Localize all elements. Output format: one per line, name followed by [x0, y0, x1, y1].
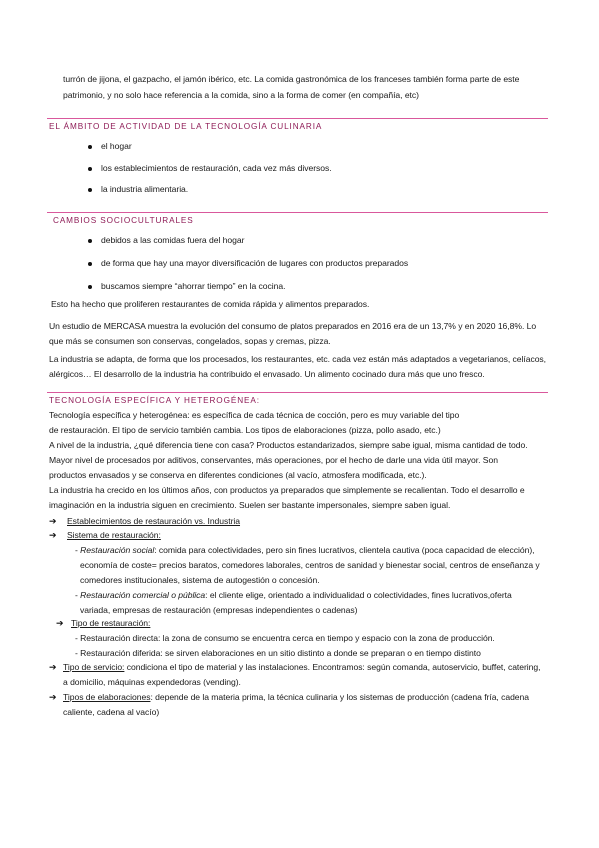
paragraph: Esto ha hecho que proliferen restaurantes de comida rápida y alimentos preparados. [51, 299, 370, 309]
list-item: los establecimientos de restauración, cada vez más diversos. [101, 163, 332, 173]
paragraph-line: La industria se adapta, de forma que los procesados, los restaurantes, etc. cada vez están más adaptados a vegetarianos, celíacos, [49, 354, 547, 364]
outline-item [63, 660, 540, 675]
dash: - [75, 545, 81, 555]
list-item: la industria alimentaria. [101, 184, 189, 194]
bullet-icon [88, 239, 92, 243]
paragraph-line: imaginación en la industria siguen en crecimiento. Suelen ser bastante impersonales, siempre saben igual. [49, 500, 451, 510]
paragraph-line: de restauración. El tipo de servicio también cambia. Los tipos de elaboraciones (pizza, pollo asado, etc.) [49, 425, 441, 435]
section-rule [47, 212, 548, 213]
list-item: buscamos siempre “ahorrar tiempo” en la cocina. [101, 281, 286, 291]
definition: condiciona el tipo de material y las instalaciones. Encontramos: según comanda, autoservicio, buffet, catering, [124, 662, 541, 672]
section-rule [47, 392, 548, 393]
definition: : comida para colectividades, pero sin fines lucrativos, clientela cautiva (poca capacidad de elección), [154, 545, 535, 555]
term: Restauración social [80, 545, 155, 555]
bullet-icon [88, 167, 92, 171]
bullet-icon [88, 262, 92, 266]
sub-item-line: variada, empresas de restauración (empresas independientes o cadenas) [80, 605, 358, 615]
outline-item: Tipo de restauración: [71, 618, 151, 628]
outline-item [63, 690, 529, 705]
paragraph-line: Tecnología específica y heterogénea: es específica de cada técnica de cocción, pero es muy variable del tipo [49, 410, 460, 420]
section-heading-ambito: EL ÁMBITO DE ACTIVIDAD DE LA TECNOLOGÍA CULINARIA [49, 122, 323, 131]
intro-line-2: patrimonio, y no solo hace referencia a la comida, sino a la forma de comer (en compañía, etc) [63, 90, 419, 100]
sub-item: - Restauración diferida: se sirven elaboraciones en un sitio distinto a donde se preparan o en tiempo distinto [75, 648, 481, 658]
term: Tipo de servicio: [63, 662, 125, 672]
paragraph-line: que más se consumen son conservas, congelados, sopas y cremas, pizza. [49, 336, 331, 346]
arrow-right-icon: ➔ [49, 530, 57, 540]
arrow-right-icon: ➔ [49, 692, 57, 702]
paragraph-line: A nivel de la industria, ¿qué diferencia tiene con casa? Productos estandarizados, siempre sabe igual, misma cantidad de todo. [49, 440, 528, 450]
paragraph-line: Un estudio de MERCASA muestra la evolución del consumo de platos preparados en 2016 era de un 13,7% y en 2020 16,8%. Lo [49, 321, 537, 331]
bullet-icon [88, 145, 92, 149]
sub-item-social [75, 543, 535, 558]
section-rule [47, 118, 548, 119]
term: Restauración comercial o pública [80, 590, 206, 600]
outline-item: Sistema de restauración: [67, 530, 161, 540]
definition: : depende de la materia prima, la técnica culinaria y los sistemas de producción (cadena fría, cadena [150, 692, 529, 702]
outline-item: Establecimientos de restauración vs. Industria [67, 516, 241, 526]
bullet-icon [88, 188, 92, 192]
section-heading-cambios: CAMBIOS SOCIOCULTURALES [53, 216, 194, 225]
paragraph-line: Mayor nivel de procesados por aditivos, conservantes, más operaciones, por el hecho de darle una vida útil mayor. Son [49, 455, 498, 465]
intro-line-1: turrón de jijona, el gazpacho, el jamón ibérico, etc. La comida gastronómica de los franceses también forma parte de este [63, 74, 520, 84]
outline-item-line: caliente, cadena al vacío) [63, 707, 160, 717]
paragraph-line: productos envasados y se conserva en diferentes condiciones (al vacío, atmosfera modificada, etc.). [49, 470, 427, 480]
paragraph-line: La industria ha crecido en los últimos años, con productos ya preparados que simplemente se recalientan. Todo el desarrollo e [49, 485, 525, 495]
sub-item: - Restauración directa: la zona de consumo se encuentra cerca en tiempo y espacio con la zona de producción. [75, 633, 495, 643]
section-heading-tecnologia: TECNOLOGÍA ESPECÍFICA Y HETEROGÉNEA: [49, 396, 260, 405]
bullet-icon [88, 285, 92, 289]
arrow-right-icon: ➔ [49, 662, 57, 672]
paragraph-line: alérgicos… El desarrollo de la industria ha contribuido el envasado. Un alimento cocinado dura más que uno fresco. [49, 369, 485, 379]
sub-item-line: comedores institucionales, sistema de autogestión o concesión. [80, 575, 320, 585]
list-item: de forma que hay una mayor diversificación de lugares con productos preparados [101, 258, 409, 268]
dash: - [75, 590, 81, 600]
sub-item-line: economía de coste= precios baratos, comedores laborales, centros de sanidad y bienestar social, centros de enseñanza y [80, 560, 540, 570]
term: Tipos de elaboraciones [63, 692, 151, 702]
list-item: el hogar [101, 141, 132, 151]
outline-item-line: a domicilio, máquinas expendedoras (vending). [63, 677, 241, 687]
arrow-right-icon: ➔ [56, 618, 64, 628]
list-item: debidos a las comidas fuera del hogar [101, 235, 245, 245]
sub-item-comercial [75, 588, 512, 603]
definition: : el cliente elige, orientado a individualidad o colectividades, fines lucrativos,oferta [205, 590, 512, 600]
arrow-right-icon: ➔ [49, 516, 57, 526]
